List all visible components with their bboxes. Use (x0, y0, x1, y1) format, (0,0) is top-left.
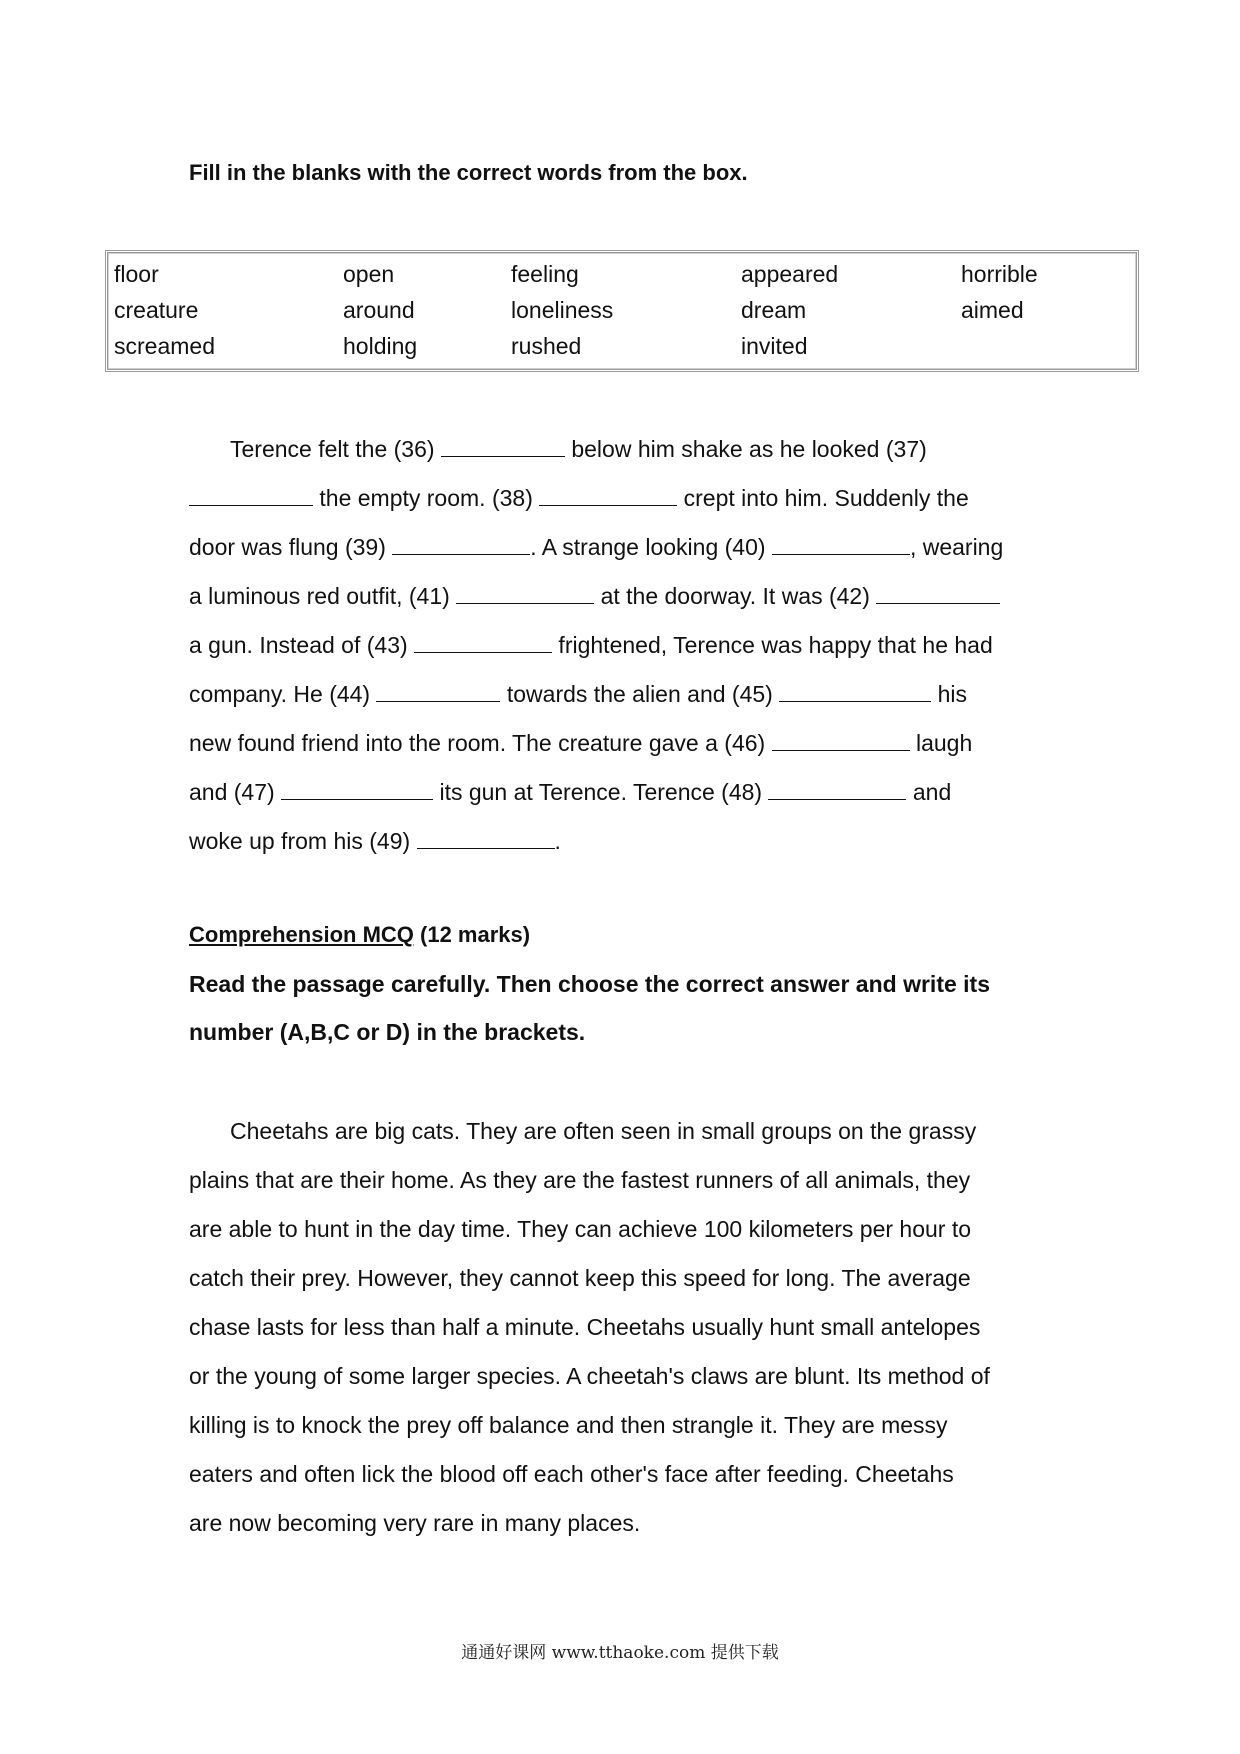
cloze-line (189, 485, 969, 512)
cloze-text: . A strange looking (40) (530, 534, 772, 560)
answer-blank-47[interactable] (281, 779, 433, 800)
answer-blank-42[interactable] (876, 583, 1000, 604)
word-box-item: open (343, 261, 395, 287)
cloze-text: and (47) (189, 779, 282, 805)
section-title: Comprehension MCQ (189, 922, 414, 947)
cloze-text: its gun at Terence. Terence (48) (433, 779, 769, 805)
cloze-text: , wearing (909, 534, 1004, 560)
word-box-item: feeling (511, 261, 579, 287)
cloze-text: and (906, 779, 952, 805)
passage-line: eaters and often lick the blood off each other's face after feeding. Cheetahs (189, 1461, 954, 1487)
word-box-item: loneliness (511, 297, 614, 323)
cloze-text: a gun. Instead of (43) (189, 632, 415, 658)
cloze-text: at the doorway. It was (42) (594, 583, 877, 609)
answer-blank-49[interactable] (417, 828, 555, 849)
passage-line: or the young of some larger species. A cheetah's claws are blunt. Its method of (189, 1363, 990, 1389)
word-box (105, 250, 1139, 372)
comprehension-heading (189, 922, 530, 948)
cloze-text: below him shake as he looked (37) (564, 436, 927, 462)
answer-blank-38[interactable] (539, 485, 677, 506)
cloze-line (189, 632, 993, 659)
cloze-text: Terence felt the (36) (230, 436, 441, 462)
cloze-text: door was flung (39) (189, 534, 393, 560)
word-box-item: holding (343, 333, 418, 359)
section-marks: (12 marks) (413, 922, 531, 947)
cloze-text: frightened, Terence was happy that he had (552, 632, 993, 658)
page-footer: 通通好课网 www.tthaoke.com 提供下载 (461, 1643, 779, 1663)
word-box-item: invited (741, 333, 808, 359)
word-box-item: aimed (961, 297, 1024, 323)
answer-blank-44[interactable] (376, 681, 500, 702)
word-box-item: appeared (741, 261, 839, 287)
word-box-item: horrible (961, 261, 1038, 287)
answer-blank-36[interactable] (441, 436, 565, 457)
word-box-item: dream (741, 297, 807, 323)
cloze-line (189, 779, 951, 806)
passage-line: catch their prey. However, they cannot keep this speed for long. The average (189, 1265, 971, 1291)
cloze-line (189, 730, 972, 757)
answer-blank-46[interactable] (772, 730, 910, 751)
cloze-text: company. He (44) (189, 681, 377, 707)
passage-line: are able to hunt in the day time. They can achieve 100 kilometers per hour to (189, 1216, 972, 1242)
passage-line: chase lasts for less than half a minute. Cheetahs usually hunt small antelopes (189, 1314, 981, 1340)
cloze-line (230, 436, 927, 463)
passage-line: plains that are their home. As they are the fastest runners of all animals, they (189, 1167, 971, 1193)
answer-blank-48[interactable] (768, 779, 906, 800)
answer-blank-45[interactable] (779, 681, 931, 702)
cloze-text: towards the alien and (45) (500, 681, 780, 707)
word-box-item: around (343, 297, 415, 323)
cloze-line (189, 583, 1000, 610)
cloze-line (189, 534, 1003, 561)
word-box-item: screamed (114, 333, 215, 359)
comprehension-instruction: Read the passage carefully. Then choose the correct answer and write its (189, 971, 991, 997)
passage-line: killing is to knock the prey off balance and then strangle it. They are messy (189, 1412, 948, 1438)
answer-blank-39[interactable] (392, 534, 530, 555)
comprehension-instruction: number (A,B,C or D) in the brackets. (189, 1019, 586, 1045)
cloze-text: . (554, 828, 561, 854)
passage-line: Cheetahs are big cats. They are often seen in small groups on the grassy (230, 1118, 977, 1144)
cloze-text: new found friend into the room. The creature gave a (46) (189, 730, 772, 756)
cloze-text: a luminous red outfit, (41) (189, 583, 457, 609)
cloze-text: laugh (909, 730, 973, 756)
passage-line: are now becoming very rare in many places. (189, 1510, 641, 1536)
answer-blank-37[interactable] (189, 485, 313, 506)
word-box-item: floor (114, 261, 159, 287)
cloze-text: his (931, 681, 967, 707)
cloze-text: woke up from his (49) (189, 828, 417, 854)
word-box-item: rushed (511, 333, 582, 359)
answer-blank-43[interactable] (414, 632, 552, 653)
cloze-line (189, 828, 561, 855)
word-box-item: creature (114, 297, 199, 323)
cloze-text: the empty room. (38) (313, 485, 540, 511)
cloze-text: crept into him. Suddenly the (677, 485, 969, 511)
cloze-line (189, 681, 967, 708)
answer-blank-40[interactable] (772, 534, 910, 555)
fill-blanks-instruction: Fill in the blanks with the correct words from the box. (189, 160, 748, 185)
answer-blank-41[interactable] (456, 583, 594, 604)
